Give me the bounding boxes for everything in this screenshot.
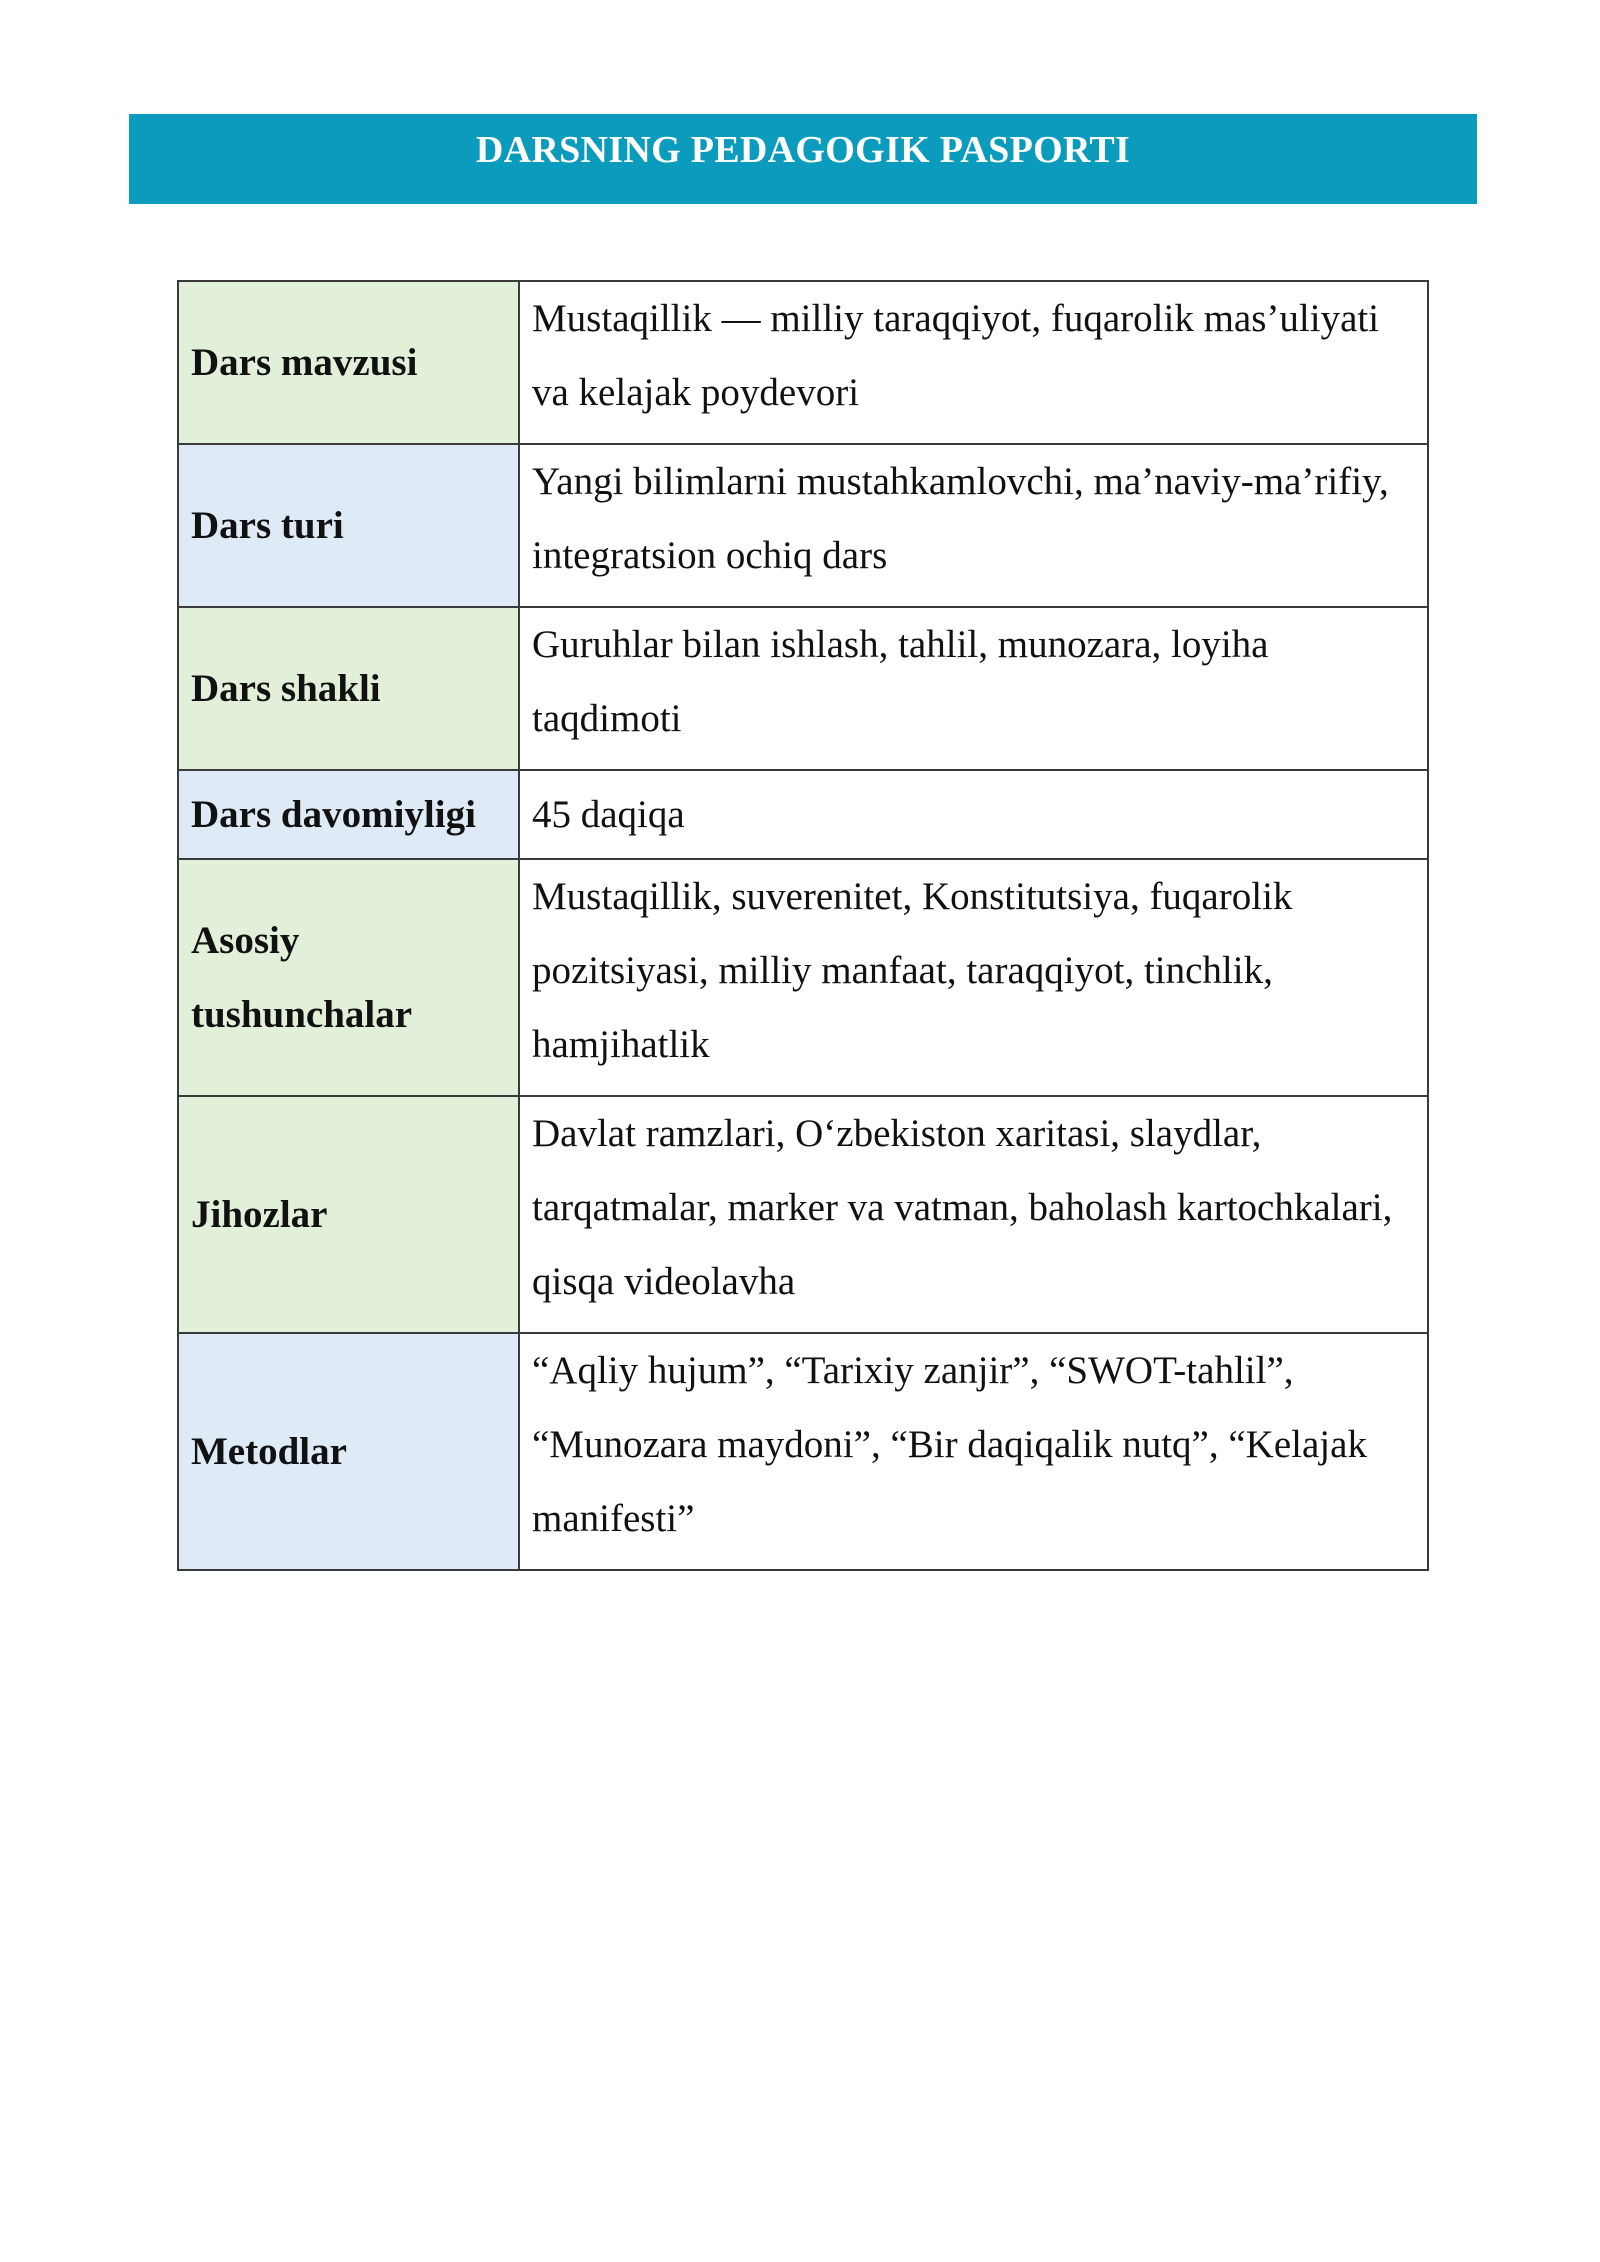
table-row [178,281,1428,444]
table-row [178,770,1428,859]
row-value: Mustaqillik — milliy taraqqiyot, fuqarolik mas’uliyati va kelajak poydevori [519,281,1428,444]
row-label: Metodlar [178,1333,519,1570]
row-value: Mustaqillik, suverenitet, Konstitutsiya, fuqarolik pozitsiyasi, milliy manfaat, taraqqiyot, tinchlik, hamjihatlik [519,859,1428,1096]
table-row [178,607,1428,770]
row-value: “Aqliy hujum”, “Tarixiy zanjir”, “SWOT-tahlil”, “Munozara maydoni”, “Bir daqiqalik nutq”, “Kelajak manifesti” [519,1333,1428,1570]
row-value: 45 daqiqa [519,770,1428,859]
row-value: Davlat ramzlari, O‘zbekiston xaritasi, slaydlar, tarqatmalar, marker va vatman, baholash kartochkalari, qisqa videolavha [519,1096,1428,1333]
row-label: Jihozlar [178,1096,519,1333]
row-label: Dars turi [178,444,519,607]
row-label: Dars mavzusi [178,281,519,444]
table-row [178,1333,1428,1570]
page-title-banner [129,114,1477,204]
page-title: DARSNING PEDAGOGIK PASPORTI [475,129,1131,171]
row-label: Dars shakli [178,607,519,770]
table-row [178,1096,1428,1333]
row-value: Guruhlar bilan ishlash, tahlil, munozara, loyiha taqdimoti [519,607,1428,770]
table-row [178,859,1428,1096]
row-label: Asosiy tushunchalar [178,859,519,1096]
row-label: Dars davomiyligi [178,770,519,859]
table-row [178,444,1428,607]
row-value: Yangi bilimlarni mustahkamlovchi, ma’naviy-ma’rifiy, integratsion ochiq dars [519,444,1428,607]
passport-table [177,280,1429,1571]
